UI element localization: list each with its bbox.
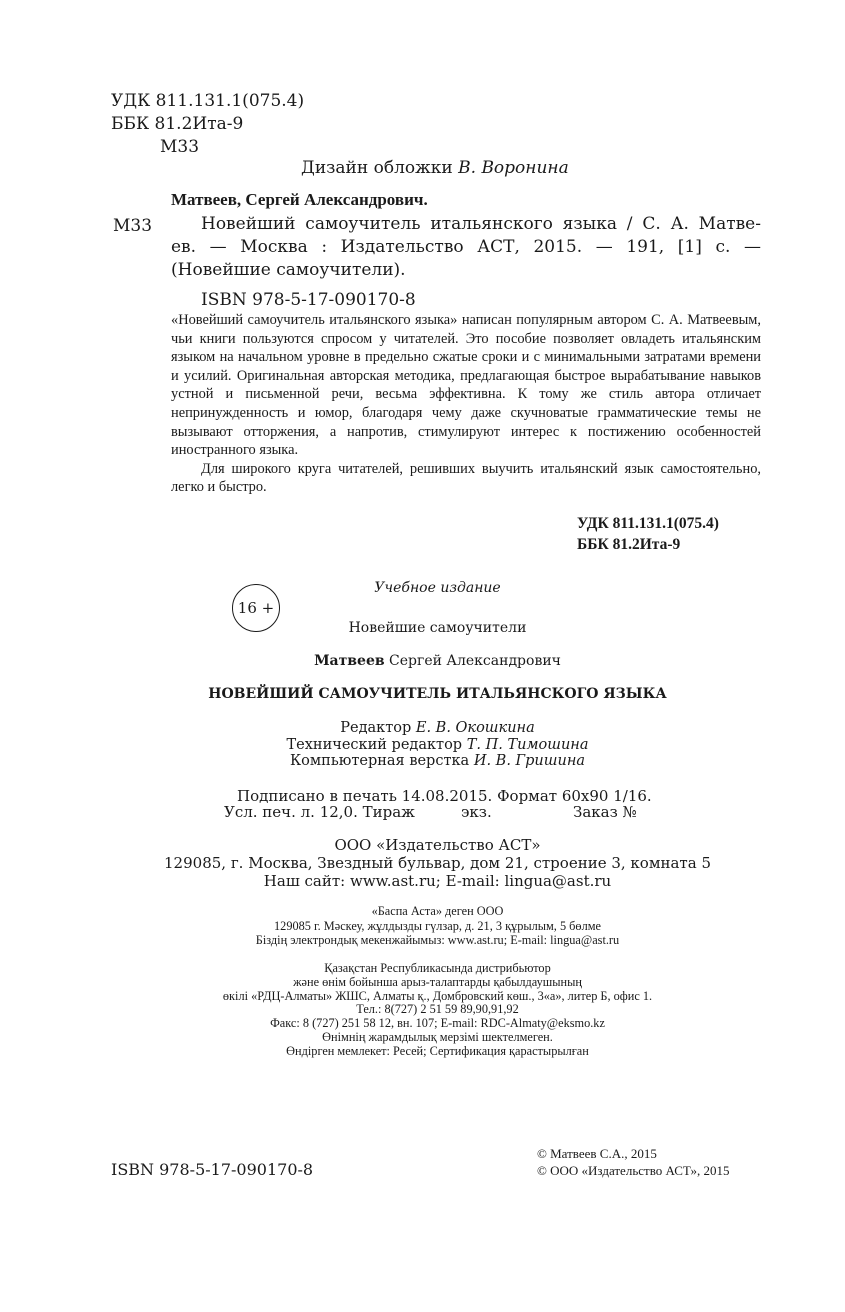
kz-distributor-line: Өнімнің жарамдылық мерзімі шектелмеген. <box>322 1029 553 1044</box>
bbk-code-bold: ББК 81.2Ита-9 <box>577 536 681 553</box>
annotation-paragraph-2: Для широкого круга читателей, решивших выучить итальянский язык самостоятельно, легко и быстро. <box>171 460 761 496</box>
author-mark: М33 <box>160 137 200 157</box>
edition-type: Учебное издание <box>374 580 501 596</box>
age-rating-label: 16 + <box>237 599 275 617</box>
kz-publisher-info <box>15 904 845 948</box>
biblio-line-1: Новейший самоучитель итальянского языка / С. А. Матве- <box>201 214 761 234</box>
bbk-code: ББК 81.2Ита-9 <box>111 114 244 134</box>
kz-distributor-info <box>15 962 845 1059</box>
credit-role: Редактор <box>340 720 416 736</box>
udk-code: УДК 811.131.1(075.4) <box>111 91 305 111</box>
credit-name: Т. П. Тимошина <box>466 736 589 753</box>
kz-distributor-line: Факс: 8 (727) 251 58 12, вн. 107; E-mail: RDC-Almaty@eksmo.kz <box>270 1016 605 1031</box>
kz-publisher-address: 129085 г. Мәскеу, жұлдызды гүлзар, д. 21, 3 құрылым, 5 бөлме <box>274 918 601 933</box>
udk-code-bold: УДК 811.131.1(075.4) <box>577 515 719 532</box>
cover-design-credit <box>301 158 569 178</box>
editorial-credits <box>15 720 845 770</box>
print-order: Заказ № <box>573 803 637 821</box>
kz-distributor-line: Қазақстан Республикасында дистрибьютор <box>324 961 551 975</box>
isbn-bottom: ISBN 978-5-17-090170-8 <box>111 1160 314 1179</box>
isbn-top: ISBN 978-5-17-090170-8 <box>201 290 416 310</box>
author-heading: Матвеев, Сергей Александрович. <box>171 190 428 209</box>
copyright-publisher: © ООО «Издательство АСТ», 2015 <box>537 1163 730 1178</box>
credit-name: Е. В. Окошкина <box>415 720 535 736</box>
classification-codes <box>111 90 304 159</box>
kz-distributor-line: өкілі «РДЦ-Алматы» ЖШС, Алматы қ., Домбровский көш., 3«а», литер Б, офис 1. <box>222 988 653 1003</box>
copyright-author: © Матвеев С.А., 2015 <box>537 1146 657 1161</box>
print-sheets: Усл. печ. л. 12,0. Тираж <box>224 803 415 821</box>
credit-name: И. В. Гришина <box>473 753 586 769</box>
author-mark-margin: М33 <box>113 216 153 236</box>
publisher-site: Наш сайт: www.ast.ru; E-mail: lingua@ast.ru <box>263 872 612 890</box>
cover-designer-name: В. Воронина <box>458 158 569 178</box>
credit-layout <box>15 753 845 770</box>
author-surname: Матвеев <box>314 653 385 669</box>
credit-role: Технический редактор <box>286 736 467 753</box>
annotation-paragraph-1: «Новейший самоучитель итальянского языка» написан популярным автором С. А. Матвеевым, чьи книги пользуются спросом у читателей. Это пособие позволяет овладеть итальянским языком на начальном уровне в предельно сжатые сроки и с минимальными затратами времени и усилий. Оригинальная авторская методика, предлагающая быстрое вырабатывание навыков устной и письменной речи, весьма эффективна. К тому же стиль автора отличает непринужденность и юмор, благодаря чему даже скучноватые грамматические темы не вызывают отторжения, а напротив, стимулируют интерес к постижению особенностей иностранного языка. <box>171 312 761 459</box>
author-full-name <box>15 653 845 669</box>
classification-codes-bold <box>577 513 719 555</box>
series-name: Новейшие самоучители <box>348 620 527 636</box>
book-title: НОВЕЙШИЙ САМОУЧИТЕЛЬ ИТАЛЬЯНСКОГО ЯЗЫКА <box>208 686 667 702</box>
kz-distributor-line: және өнім бойынша арыз-талаптарды қабылдаушының <box>293 974 582 989</box>
credit-role: Компьютерная верстка <box>289 753 474 769</box>
publisher-address: 129085, г. Москва, Звездный бульвар, дом 21, строение 3, комната 5 <box>164 854 711 872</box>
cover-design-label: Дизайн обложки <box>301 158 459 178</box>
author-given-names: Сергей Александрович <box>384 653 561 669</box>
biblio-rest: ев. — Москва : Издательство АСТ, 2015. — 191, [1] с. — (Новейшие самоучители). <box>171 237 761 280</box>
credit-tech-editor <box>15 737 845 754</box>
print-signed-line: Подписано в печать 14.08.2015. Формат 60х90 1/16. <box>237 787 652 805</box>
kz-distributor-line: Өндірген мемлекет: Ресей; Сертификация қарастырылған <box>286 1043 589 1058</box>
credit-editor <box>15 720 845 737</box>
publisher-info <box>15 836 845 890</box>
publisher-name: ООО «Издательство АСТ» <box>334 836 541 854</box>
annotation <box>171 311 761 497</box>
kz-distributor-line: Тел.: 8(727) 2 51 59 89,90,91,92 <box>356 1002 519 1017</box>
kz-publisher-site: Біздің электрондық мекенжайымыз: www.ast.ru; E-mail: lingua@ast.ru <box>255 933 620 947</box>
kz-publisher-name: «Баспа Аста» деген ООО <box>371 904 504 918</box>
copyright-block <box>537 1145 730 1179</box>
bibliographic-record <box>171 213 761 282</box>
print-copies: экз. <box>461 803 492 821</box>
